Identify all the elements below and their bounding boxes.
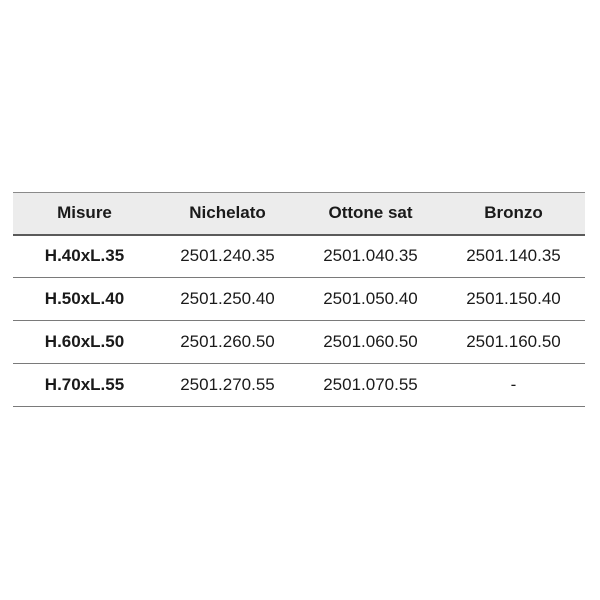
size-cell: H.60xL.50 xyxy=(13,321,156,364)
size-cell: H.50xL.40 xyxy=(13,278,156,321)
size-cell: H.70xL.55 xyxy=(13,364,156,407)
header-nichelato: Nichelato xyxy=(156,193,299,235)
header-misure: Misure xyxy=(13,193,156,235)
code-cell-ottone-sat: 2501.060.50 xyxy=(299,321,442,364)
code-cell-nichelato: 2501.270.55 xyxy=(156,364,299,407)
header-bronzo: Bronzo xyxy=(442,193,585,235)
code-cell-nichelato: 2501.240.35 xyxy=(156,235,299,278)
product-code-table xyxy=(13,192,585,407)
code-cell-bronzo: 2501.160.50 xyxy=(442,321,585,364)
code-cell-nichelato: 2501.250.40 xyxy=(156,278,299,321)
table-header-row xyxy=(13,193,585,235)
code-cell-bronzo: 2501.140.35 xyxy=(442,235,585,278)
code-cell-bronzo: - xyxy=(442,364,585,407)
table-row xyxy=(13,278,585,321)
code-cell-ottone-sat: 2501.050.40 xyxy=(299,278,442,321)
code-cell-bronzo: 2501.150.40 xyxy=(442,278,585,321)
code-cell-ottone-sat: 2501.070.55 xyxy=(299,364,442,407)
table-row xyxy=(13,364,585,407)
code-cell-ottone-sat: 2501.040.35 xyxy=(299,235,442,278)
code-cell-nichelato: 2501.260.50 xyxy=(156,321,299,364)
header-ottone-sat: Ottone sat xyxy=(299,193,442,235)
table-row xyxy=(13,235,585,278)
size-cell: H.40xL.35 xyxy=(13,235,156,278)
table-row xyxy=(13,321,585,364)
